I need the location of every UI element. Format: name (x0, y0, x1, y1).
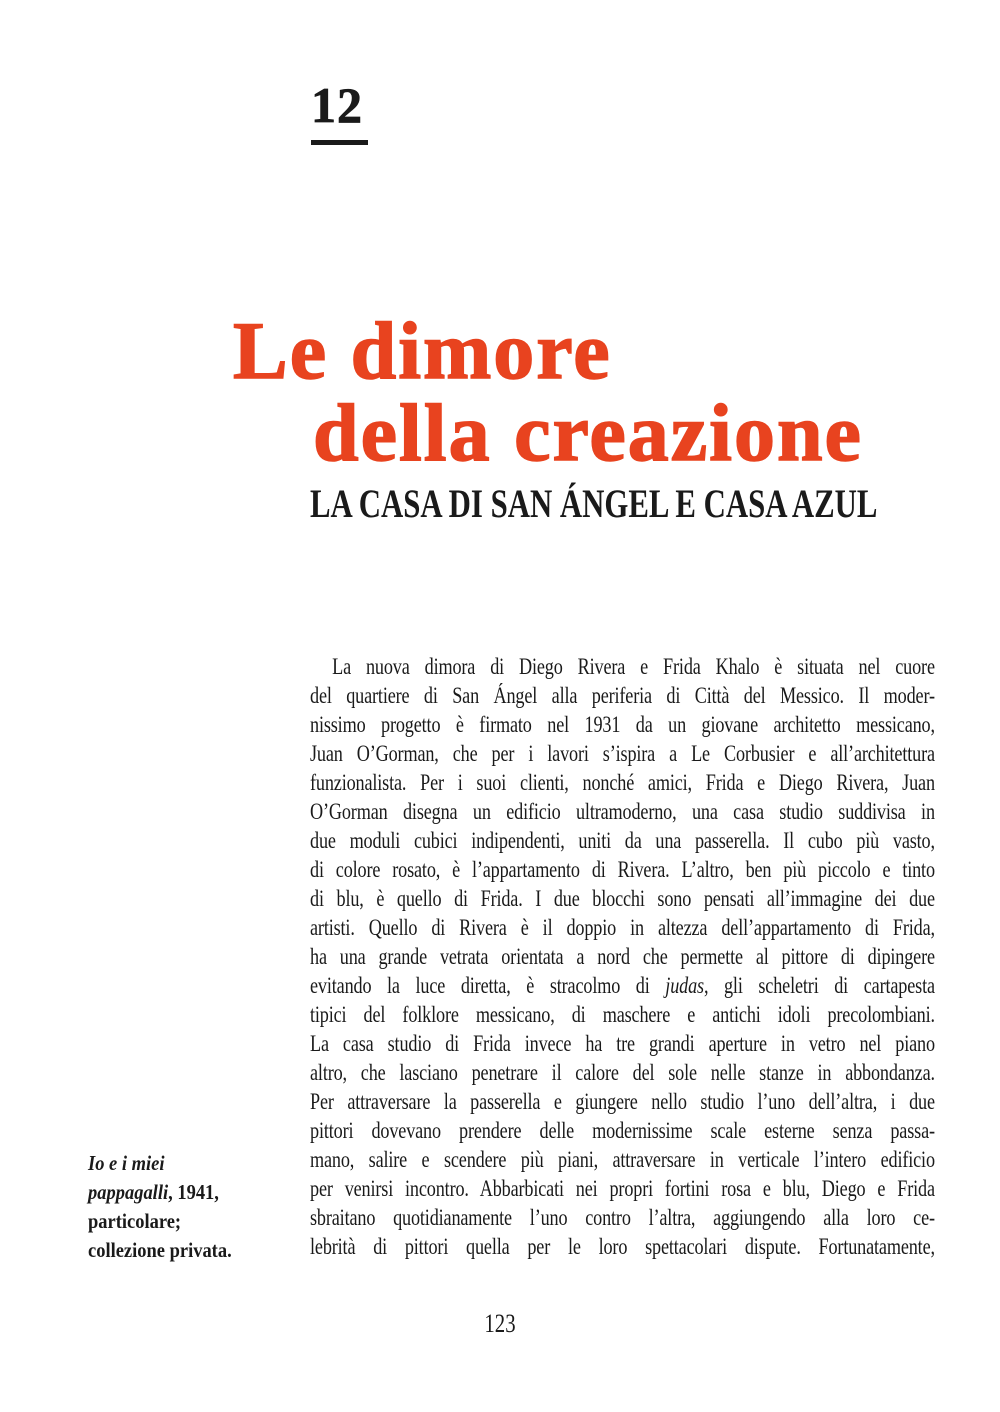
body-text-line: La casa studio di Frida invece ha tre grandi aperture in vetro nel piano (310, 1031, 935, 1056)
body-text-line: Per attraversare la passerella e giungere nello studio l’uno dell’altra, i due (310, 1089, 935, 1114)
body-text-line: La nuova dimora di Diego Rivera e Frida Khalo è situata nel cuore (332, 654, 935, 679)
body-text-line: di blu, è quello di Frida. I due blocchi sono pensati all’immagine dei due (310, 886, 935, 911)
body-text-line: nissimo progetto è firmato nel 1931 da un giovane architetto messicano, (310, 712, 935, 737)
margin-caption (88, 1149, 299, 1265)
page-number: 123 (484, 1309, 516, 1338)
body-text-line: mano, salire e scendere più piani, attraversare in verticale l’intero edificio (310, 1147, 935, 1172)
body-text-line: sbraitano quotidianamente l’uno contro l’altra, aggiungendo alla loro ce- (310, 1205, 935, 1230)
chapter-title-line1: Le dimore (233, 305, 612, 396)
chapter-title-line2: della creazione (313, 387, 863, 478)
body-text-line: tipici del folklore messicano, di maschere e antichi idoli precolombiani. (310, 1002, 935, 1027)
caption-line: particolare; (88, 1209, 182, 1233)
chapter-number: 12 (311, 77, 363, 133)
body-text-line: altro, che lasciano penetrare il calore del sole nelle stanze in abbondanza. (310, 1060, 935, 1085)
body-text-line: Juan O’Gorman, che per i lavori s’ispira a Le Corbusier e all’architettura (310, 741, 935, 766)
body-text-line: di colore rosato, è l’appartamento di Rivera. L’altro, ben più piccolo e tinto (310, 857, 935, 882)
chapter-number-underline (311, 140, 368, 145)
chapter-title (233, 305, 863, 478)
body-text-line: ha una grande vetrata orientata a nord che permette al pittore di dipingere (310, 944, 935, 969)
caption-line: pappagalli, 1941, (88, 1180, 219, 1204)
chapter-subtitle-wrap (310, 483, 880, 525)
italic-term: Io e i miei (88, 1151, 165, 1175)
caption-line: collezione privata. (88, 1238, 232, 1262)
caption-line (88, 1149, 299, 1178)
body-text-line: lebrità di pittori quella per le loro spettacolari dispute. Fortunatamente, (310, 1234, 935, 1259)
body-text-line: funzionalista. Per i suoi clienti, nonché amici, Frida e Diego Rivera, Juan (310, 770, 935, 795)
body-text-line: del quartiere di San Ángel alla periferia di Città del Messico. Il moder- (310, 683, 935, 708)
body-text-line: pittori dovevano prendere delle modernissime scale esterne senza passa- (310, 1118, 935, 1143)
body-text-line: due moduli cubici indipendenti, uniti da una passerella. Il cubo più vasto, (310, 828, 935, 853)
body-paragraph (310, 652, 935, 1261)
body-text-line: evitando la luce diretta, è stracolmo di judas, gli scheletri di cartapesta (310, 973, 935, 998)
body-text-line: O’Gorman disegna un edificio ultramoderno, una casa studio suddivisa in (310, 799, 935, 824)
body-text-line: per venirsi incontro. Abbarbicati nei propri fortini rosa e blu, Diego e Frida (310, 1176, 935, 1201)
italic-term: judas (665, 973, 704, 998)
body-text-line: artisti. Quello di Rivera è il doppio in altezza dell’appartamento di Frida, (310, 915, 935, 940)
italic-term: pappagalli (88, 1180, 169, 1204)
chapter-subtitle: LA CASA DI SAN ÁNGEL E CASA AZUL (310, 481, 878, 526)
